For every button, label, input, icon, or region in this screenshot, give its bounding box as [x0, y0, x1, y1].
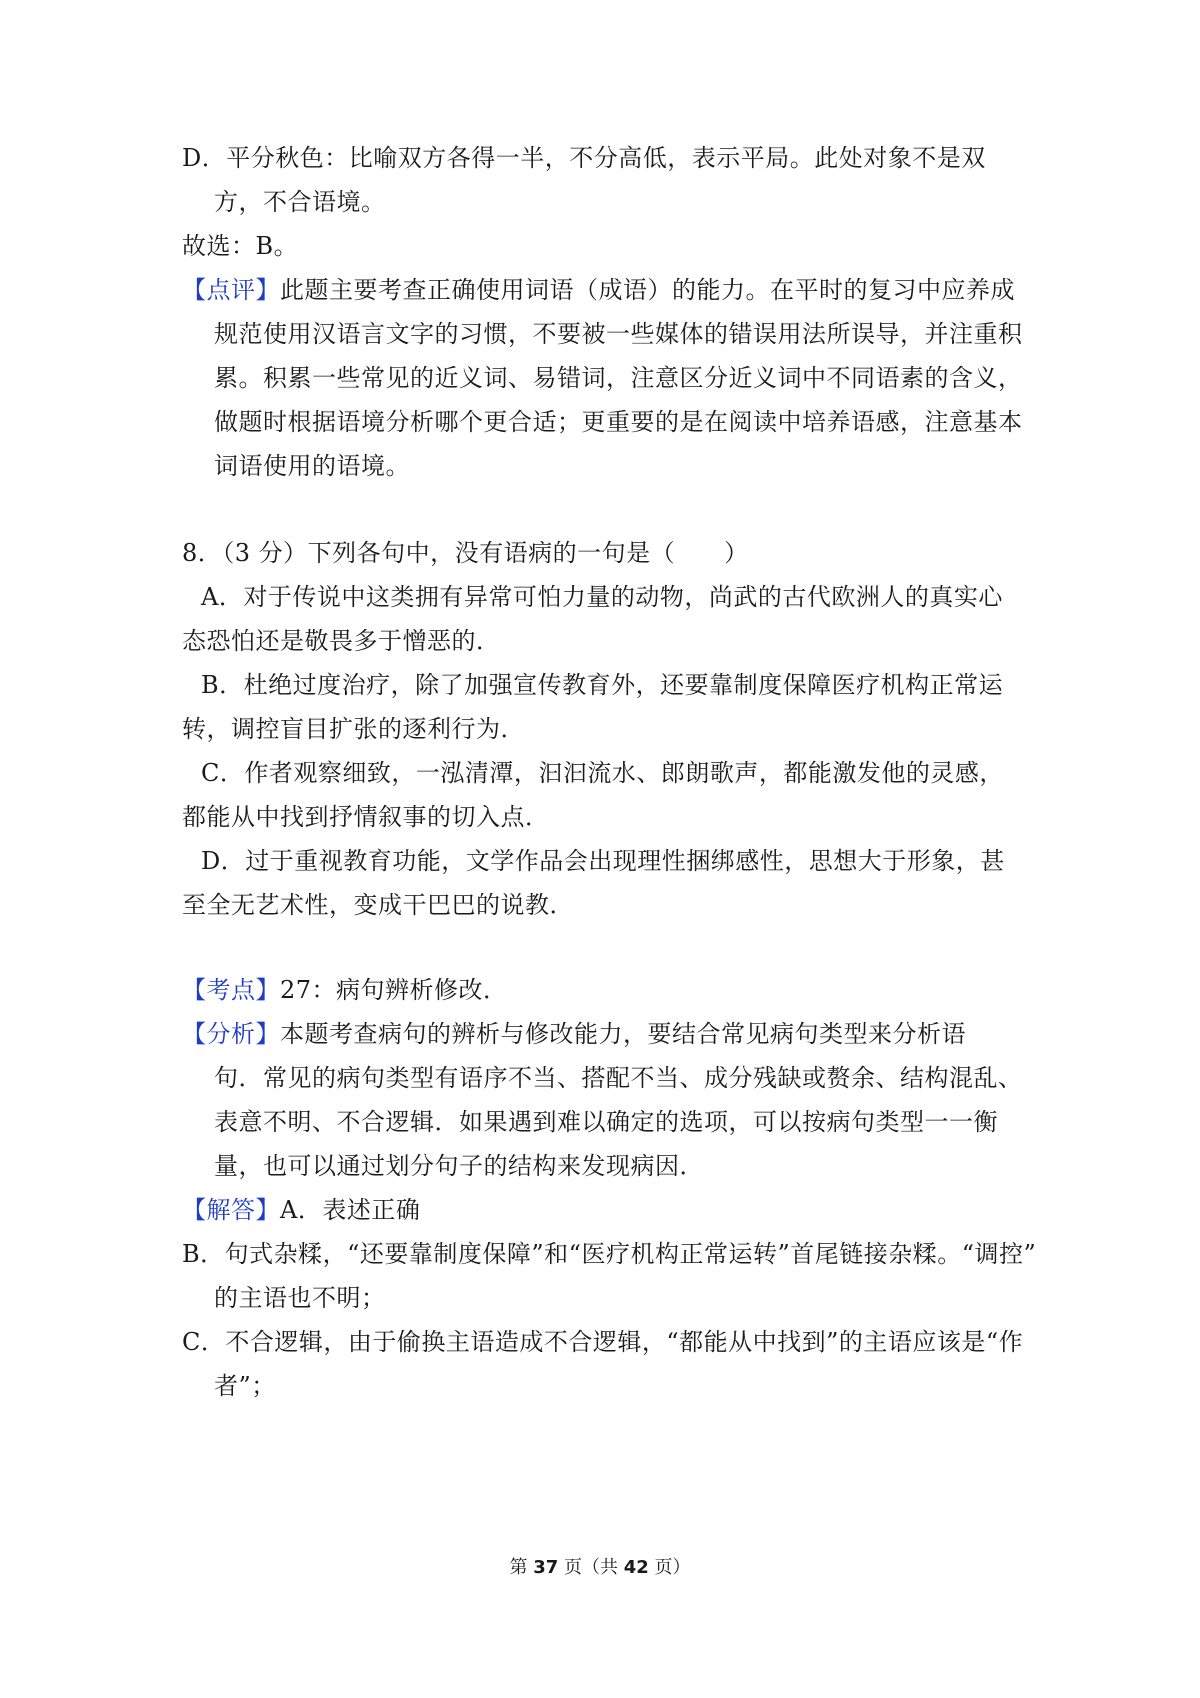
jieda-line-c-2: 者”；: [214, 1372, 276, 1400]
jieda-line-b-2: 的主语也不明；: [214, 1284, 386, 1312]
q8-option-a-line-2: 态恐怕还是敬畏多于憎恶的．: [182, 627, 501, 655]
comment-line-4: 做题时根据语境分析哪个更合适；更重要的是在阅读中培养语感，注意基本: [214, 408, 1023, 436]
q8-option-b-line-1: B．杜绝过度治疗，除了加强宣传教育外，还要靠制度保障医疗机构正常运: [201, 671, 1004, 699]
kaodian-line: [182, 973, 508, 1007]
q8-option-d-line-1: D．过于重视教育功能，文学作品会出现理性捆绑感性，思想大于形象，甚: [201, 847, 1005, 875]
fenxi-text-1: 本题考查病句的辨析与修改能力，要结合常见病句类型来分析语: [280, 1020, 966, 1048]
jieda-tag: 【解答】: [182, 1196, 280, 1224]
fenxi-line-3: 表意不明、不合逻辑．如果遇到难以确定的选项，可以按病句类型一一衡: [214, 1108, 998, 1136]
comment-line-2: 规范使用汉语言文字的习惯，不要被一些媒体的错误用法所误导，并注重积: [214, 320, 1023, 348]
kaodian-text: 27：病句辨析修改．: [280, 976, 508, 1004]
option-d-line-2: 方，不合语境。: [214, 188, 386, 216]
footer-middle: 页（共: [558, 1557, 624, 1578]
q8-option-d-line-2: 至全无艺术性，变成干巴巴的说教．: [182, 891, 574, 919]
footer-total-pages: 42: [623, 1557, 649, 1578]
footer-suffix: 页）: [648, 1557, 691, 1578]
option-d-line-1: D．平分秋色：比喻双方各得一半，不分高低，表示平局。此处对象不是双: [182, 144, 986, 172]
q8-option-c-line-2: 都能从中找到抒情叙事的切入点．: [182, 803, 550, 831]
fenxi-tag: 【分析】: [182, 1020, 280, 1048]
fenxi-line-4: 量，也可以通过划分句子的结构来发现病因．: [214, 1152, 704, 1180]
q8-option-c-line-1: C．作者观察细致，一泓清潭，汩汩流水、郎朗歌声，都能激发他的灵感，: [201, 759, 1004, 787]
question-8-stem: 8．（3 分）下列各句中，没有语病的一句是（ ）: [182, 539, 749, 567]
comment-text-1: 此题主要考查正确使用词语（成语）的能力。在平时的复习中应养成: [280, 276, 1015, 304]
fenxi-line-2: 句．常见的病句类型有语序不当、搭配不当、成分残缺或赘余、结构混乱、: [214, 1064, 1023, 1092]
fenxi-line-1: [182, 1017, 966, 1051]
q8-option-a-line-1: A．对于传说中这类拥有异常可怕力量的动物，尚武的古代欧洲人的真实心: [201, 583, 1003, 611]
jieda-line-b-1: B．句式杂糅，“还要靠制度保障”和“医疗机构正常运转”首尾链接杂糅。“调控”: [182, 1240, 1037, 1268]
footer-prefix: 第: [509, 1557, 534, 1578]
comment-line-3: 累。积累一些常见的近义词、易错词，注意区分近义词中不同语素的含义，: [214, 364, 1023, 392]
comment-tag: 【点评】: [182, 276, 280, 304]
comment-line-1: [182, 273, 1015, 307]
kaodian-tag: 【考点】: [182, 976, 280, 1004]
jieda-text-a: A．表述正确: [280, 1196, 421, 1224]
jieda-line-a: [182, 1193, 420, 1227]
footer-page-number: 37: [533, 1557, 559, 1578]
q8-option-b-line-2: 转，调控盲目扩张的逐利行为．: [182, 715, 525, 743]
page-footer: [0, 1556, 1200, 1580]
comment-line-5: 词语使用的语境。: [214, 452, 410, 480]
jieda-line-c-1: C．不合逻辑，由于偷换主语造成不合逻辑，“都能从中找到”的主语应该是“作: [182, 1328, 1024, 1356]
answer-7: 故选：B。: [182, 232, 299, 260]
